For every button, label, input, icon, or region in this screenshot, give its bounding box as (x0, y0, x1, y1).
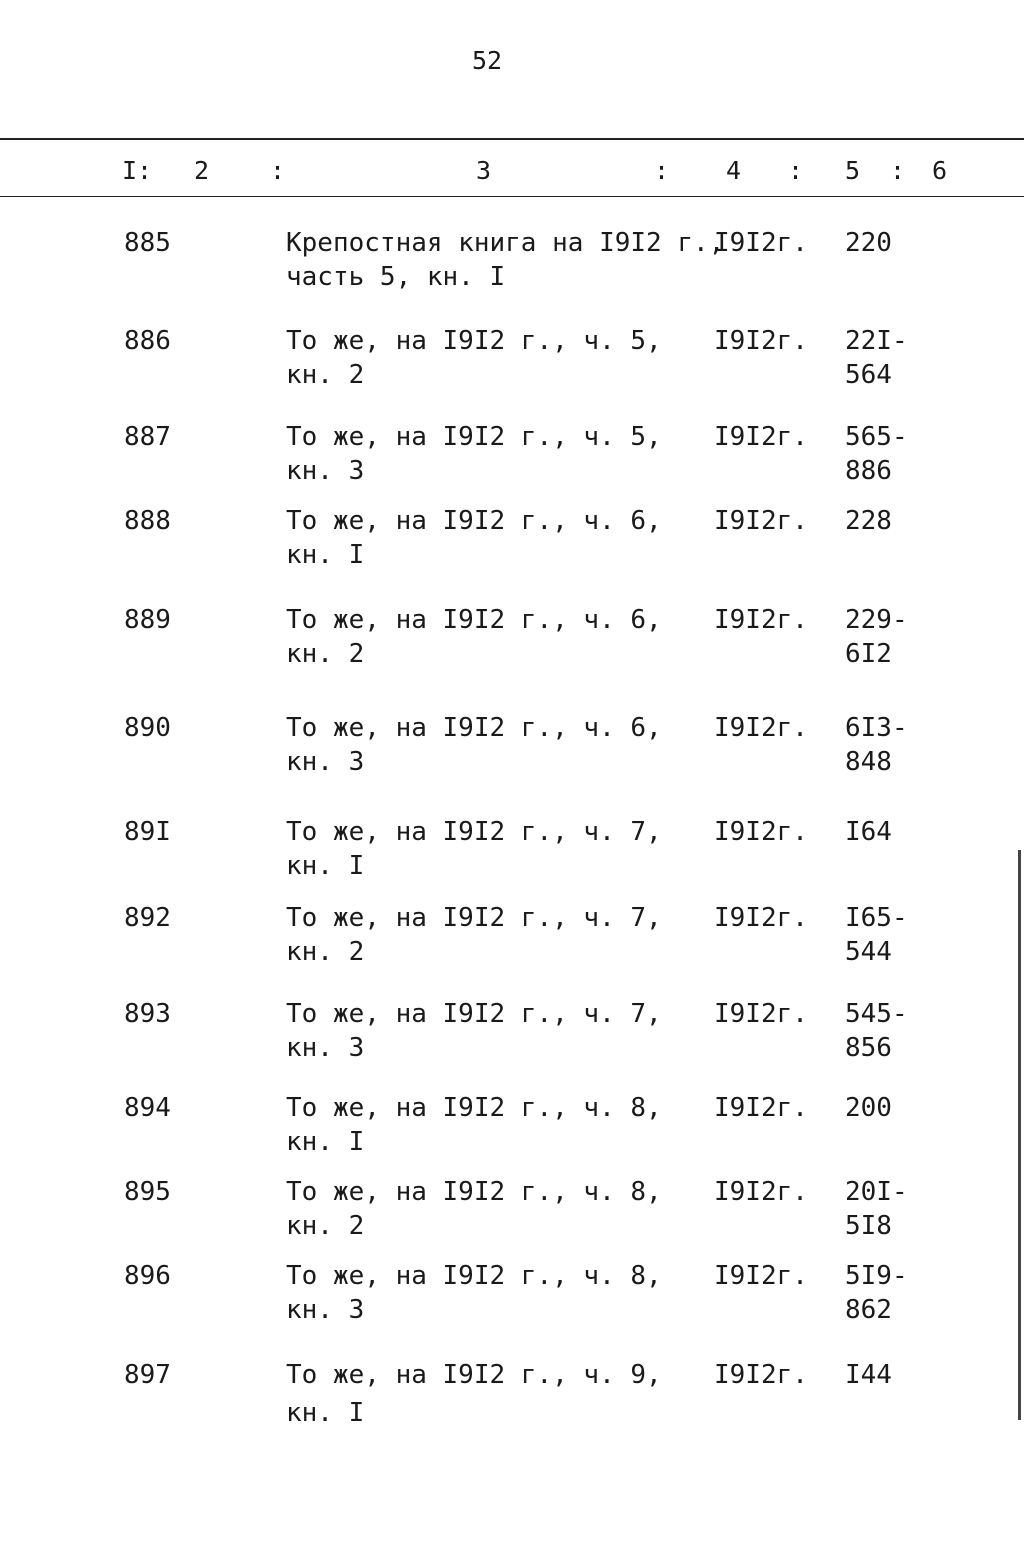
document-date: I9I2г. (714, 422, 808, 452)
inventory-number: 892 (124, 903, 171, 933)
document-title: Крепостная книга на I9I2 г., часть 5, кн. I (286, 228, 725, 292)
inventory-number: 893 (124, 999, 171, 1029)
sheet-count: 565- 886 (845, 422, 908, 486)
sheet-count: I64 (845, 817, 892, 847)
document-title: То же, на I9I2 г., ч. 8, кн. 2 (286, 1177, 662, 1241)
document-date: I9I2г. (714, 605, 808, 635)
document-title: То же, на I9I2 г., ч. 6, кн. I (286, 506, 662, 570)
document-date: I9I2г. (714, 713, 808, 743)
inventory-number: 896 (124, 1261, 171, 1291)
document-title: То же, на I9I2 г., ч. 5, кн. 3 (286, 422, 662, 486)
sheet-count: 229- 6I2 (845, 605, 908, 669)
document-title: То же, на I9I2 г., ч. 7, кн. I (286, 817, 662, 881)
header-col-3: 3 (476, 156, 492, 185)
header-separator: : (788, 156, 804, 185)
document-title: То же, на I9I2 г., ч. 6, кн. 2 (286, 605, 662, 669)
header-col-2: 2 (194, 156, 210, 185)
sheet-count: I44 (845, 1360, 892, 1390)
document-date: I9I2г. (714, 326, 808, 356)
document-title: То же, на I9I2 г., ч. 7, кн. 2 (286, 903, 662, 967)
document-title: То же, на I9I2 г., ч. 5, кн. 2 (286, 326, 662, 390)
document-date: I9I2г. (714, 817, 808, 847)
header-col-4: 4 (726, 156, 742, 185)
document-date: I9I2г. (714, 903, 808, 933)
sheet-count: 228 (845, 506, 892, 536)
inventory-number: 889 (124, 605, 171, 635)
sheet-count: 545- 856 (845, 999, 908, 1063)
document-date: I9I2г. (714, 999, 808, 1029)
inventory-number: 885 (124, 228, 171, 258)
header-col-1: I: (122, 156, 153, 185)
document-date: I9I2г. (714, 1093, 808, 1123)
inventory-number: 89I (124, 817, 171, 847)
sheet-count: 220 (845, 228, 892, 258)
document-title: То же, на I9I2 г., ч. 9, кн. I (286, 1360, 662, 1428)
inventory-number: 886 (124, 326, 171, 356)
inventory-number: 897 (124, 1360, 171, 1390)
header-col-6: 6 (932, 156, 948, 185)
document-title: То же, на I9I2 г., ч. 8, кн. I (286, 1093, 662, 1157)
header-col-5: 5 (845, 156, 861, 185)
sheet-count: 20I- 5I8 (845, 1177, 908, 1241)
document-date: I9I2г. (714, 506, 808, 536)
inventory-number: 887 (124, 422, 171, 452)
table-header-rule (0, 196, 1024, 197)
sheet-count: 5I9- 862 (845, 1261, 908, 1325)
inventory-number: 888 (124, 506, 171, 536)
page-number: 52 (472, 46, 503, 75)
document-date: I9I2г. (714, 1177, 808, 1207)
inventory-number: 894 (124, 1093, 171, 1123)
header-separator: : (270, 156, 286, 185)
sheet-count: 6I3- 848 (845, 713, 908, 777)
inventory-number: 895 (124, 1177, 171, 1207)
document-title: То же, на I9I2 г., ч. 8, кн. 3 (286, 1261, 662, 1325)
sheet-count: I65- 544 (845, 903, 908, 967)
table-top-rule (0, 138, 1024, 140)
document-title: То же, на I9I2 г., ч. 7, кн. 3 (286, 999, 662, 1063)
sheet-count: 200 (845, 1093, 892, 1123)
scan-edge-line (1018, 850, 1021, 1420)
document-date: I9I2г. (714, 228, 808, 258)
inventory-number: 890 (124, 713, 171, 743)
document-date: I9I2г. (714, 1261, 808, 1291)
header-separator: : (890, 156, 906, 185)
document-date: I9I2г. (714, 1360, 808, 1390)
sheet-count: 22I- 564 (845, 326, 908, 390)
header-separator: : (654, 156, 670, 185)
document-title: То же, на I9I2 г., ч. 6, кн. 3 (286, 713, 662, 777)
